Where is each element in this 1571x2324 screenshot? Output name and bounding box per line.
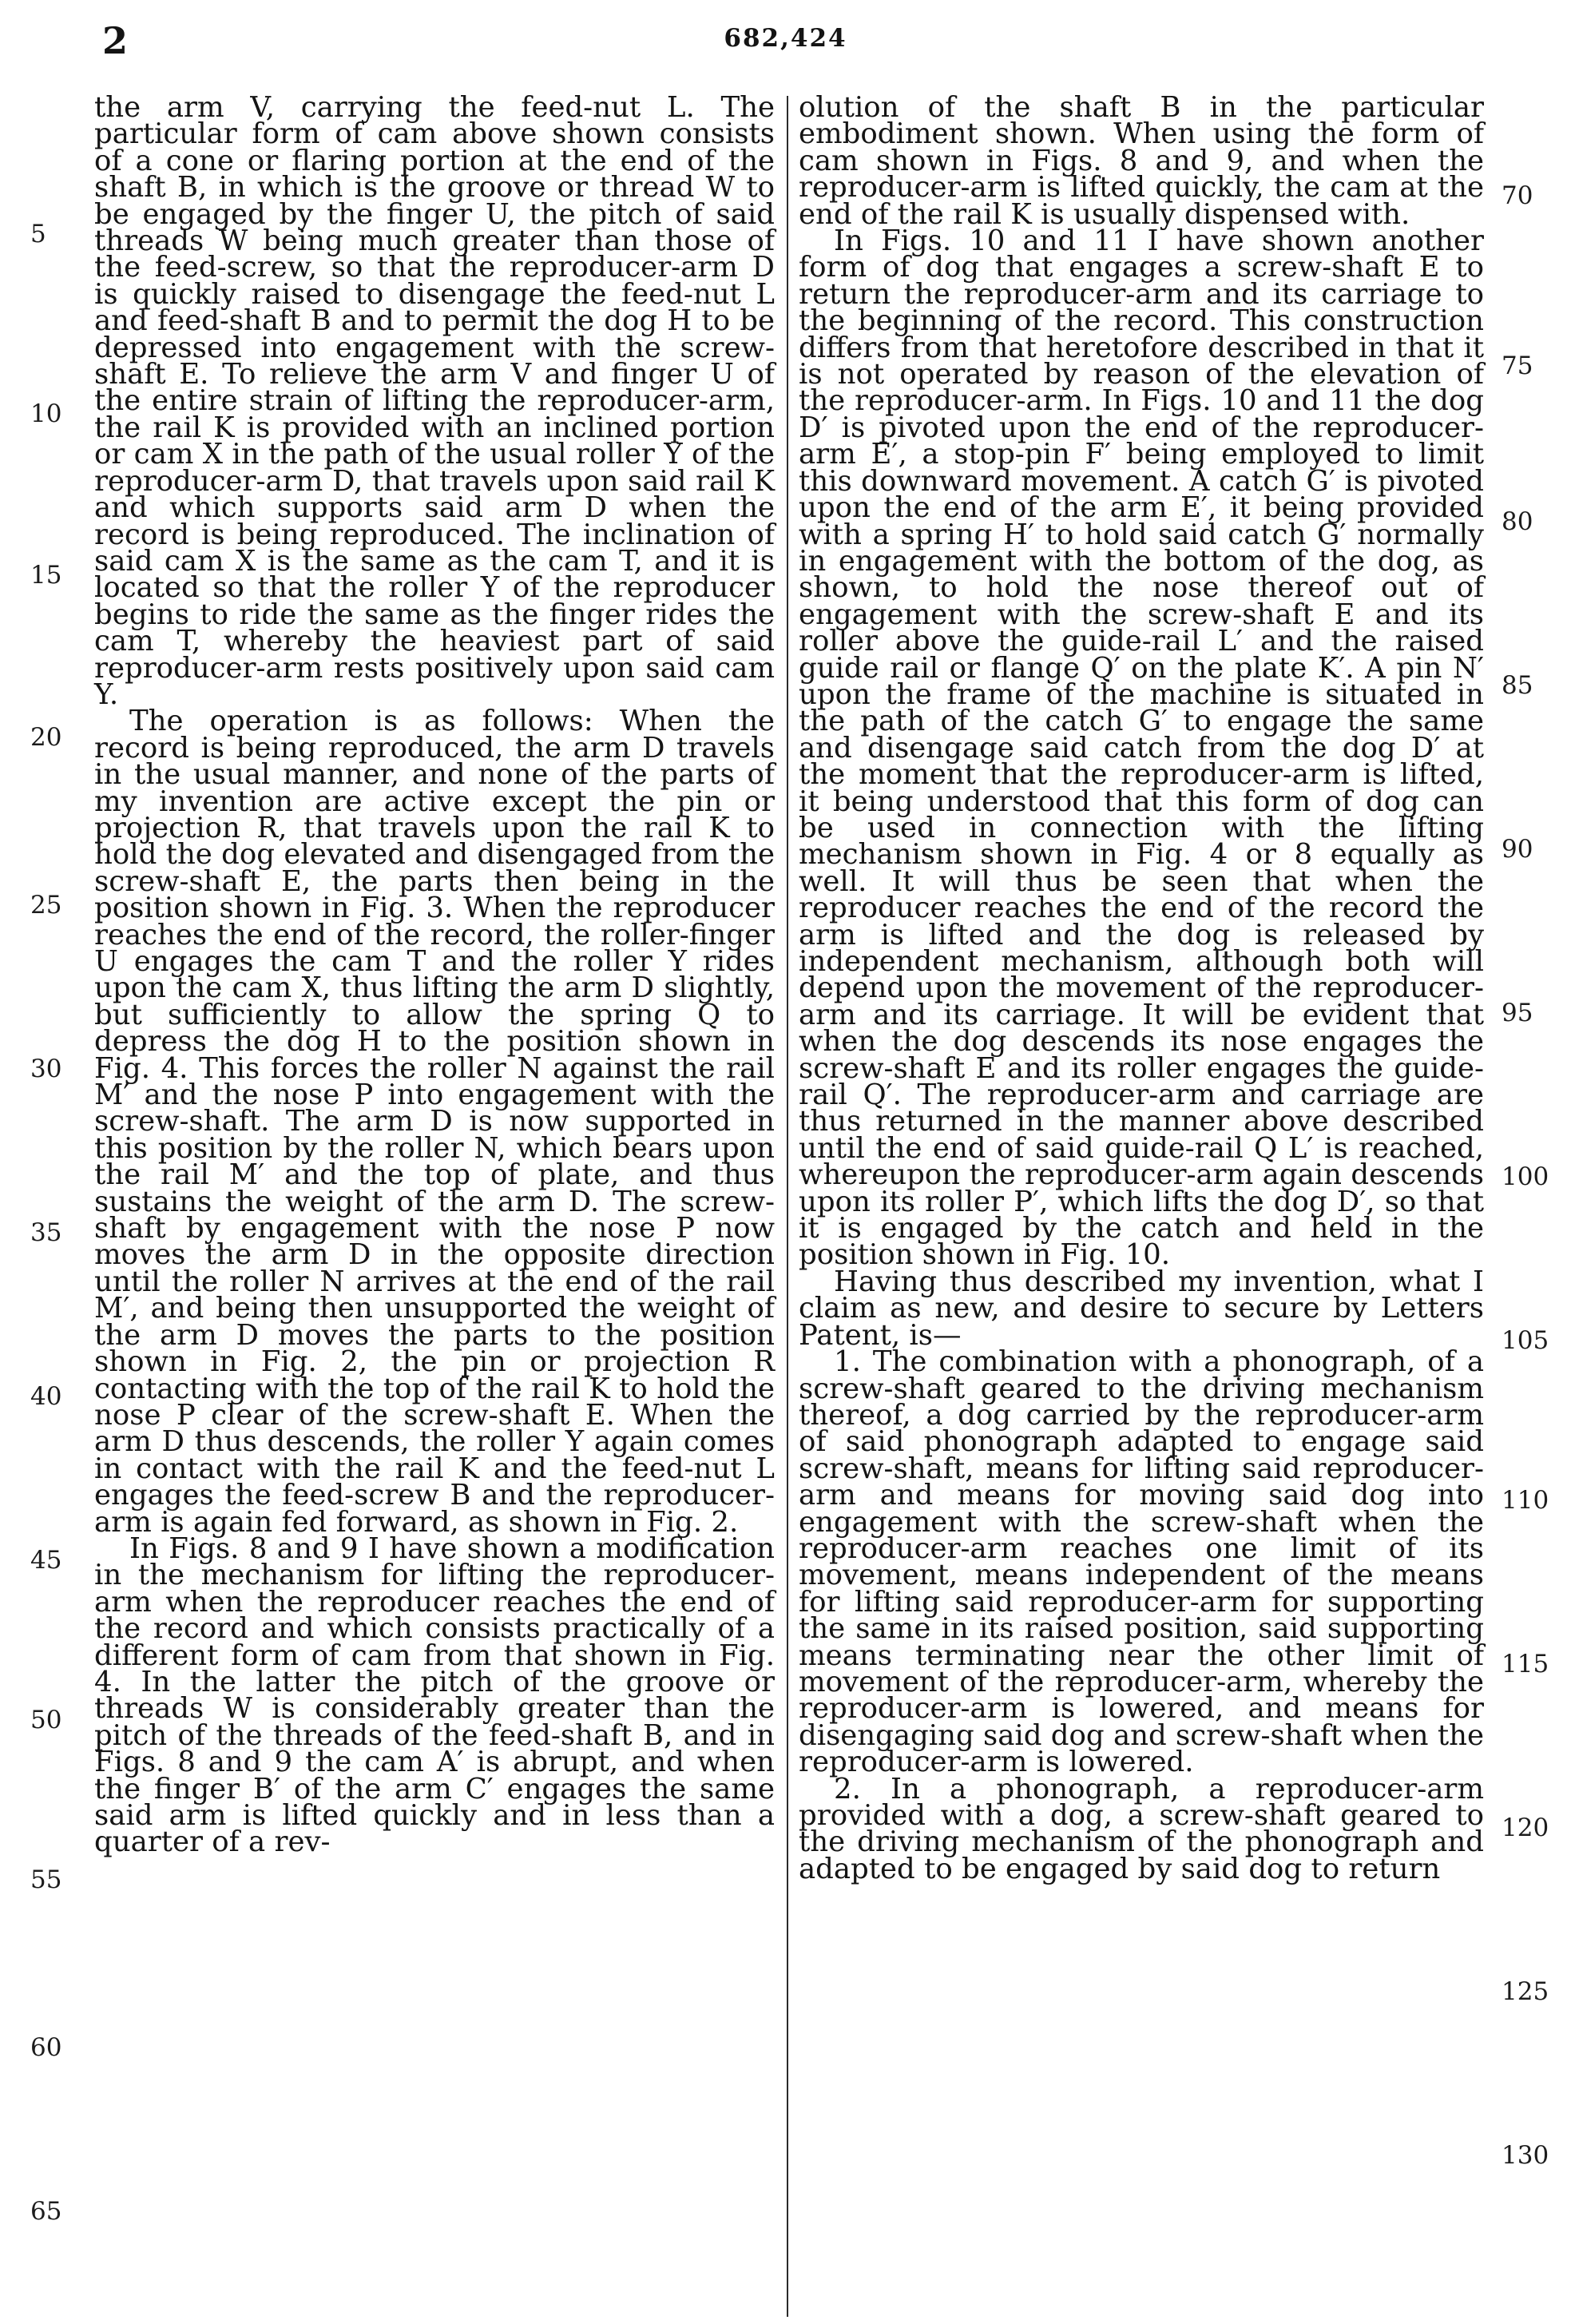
line-number: 105 <box>1502 1326 1549 1355</box>
line-number: 100 <box>1502 1162 1549 1191</box>
page-number: 2 <box>102 19 129 62</box>
line-number: 95 <box>1502 999 1533 1027</box>
line-number: 130 <box>1502 2141 1549 2170</box>
claim-1: 1. The combination with a phonograph, of a screw-shaft geared to the driving mechanism thereof, a dog carried by the reproducer-arm of said phonograph adapted to engage said screw-shaft, means for lifting said reproducer-arm and means for moving said dog into engagement with the screw-shaft when the reproducer-arm reaches one limit of its movement, means independent of the means for lifting said reproducer-arm for supporting the same in its raised position, said supporting means terminating near the other limit of movement of the reproducer-arm, whereby the reproducer-arm is lowered, and means for disengaging said dog and screw-shaft when the reproducer-arm is lowered. <box>799 1345 1484 1779</box>
line-number: 120 <box>1502 1814 1549 1842</box>
claim-2: 2. In a phonograph, a reproducer-arm provided with a dog, a screw-shaft geared to the driving mechanism of the phonograph and adapted to be engaged by said dog to return <box>799 1772 1484 1885</box>
line-number: 125 <box>1502 1977 1549 2006</box>
left-paragraph: In Figs. 8 and 9 I have shown a modification in the mechanism for lifting the reproducer-arm when the reproducer reaches the end of the record and which consists practically of a different form of cam from that shown in Fig. 4. In the latter the pitch of the groove or threads W is considerably greater than the pitch of the threads of the feed-shaft B, and in Figs. 8 and 9 the cam A′ is abrupt, and when the finger B′ of the arm C′ engages the same said arm is lifted quickly and in less than a quarter of a rev- <box>94 1531 775 1859</box>
right-paragraph: Having thus described my invention, what I claim as new, and desire to secure by Letters Patent, is— <box>799 1265 1484 1352</box>
line-number: 30 <box>30 1055 62 1083</box>
line-number: 15 <box>30 561 62 590</box>
line-number: 55 <box>30 1865 62 1894</box>
right-paragraph: olution of the shaft B in the particular embodiment shown. When using the form of cam shown in Figs. 8 and 9, and when the reproducer-arm is lifted quickly, the cam at the end of the rail K is usually dispensed with. <box>799 91 1484 231</box>
line-number: 5 <box>30 220 46 248</box>
line-number: 35 <box>30 1218 62 1247</box>
line-number: 70 <box>1502 181 1533 210</box>
line-number: 40 <box>30 1382 62 1411</box>
left-column <box>94 91 775 1859</box>
column-divider <box>787 96 788 2317</box>
left-paragraph: the arm V, carrying the feed-nut L. The particular form of cam above shown consists of a cone or flaring portion at the end of the shaft B, in which is the groove or thread W to be engaged by the finger U, the pitch of said threads W being much greater than those of the feed-screw, so that the reproducer-arm D is quickly raised to disengage the feed-nut L and feed-shaft B and to permit the dog H to be depressed into engagement with the screw-shaft E. To relieve the arm V and finger U of the entire strain of lifting the reproducer-arm, the rail K is provided with an inclined portion or cam X in the path of the usual roller Y of the reproducer-arm D, that travels upon said rail K and which supports said arm D when the record is being reproduced. The inclination of said cam X is the same as the cam T, and it is located so that the roller Y of the reproducer begins to ride the same as the finger rides the cam T, whereby the heaviest part of said reproducer-arm rests positively upon said cam Y. <box>94 91 775 711</box>
line-number: 10 <box>30 399 62 428</box>
right-paragraph: In Figs. 10 and 11 I have shown another form of dog that engages a screw-shaft E to return the reproducer-arm and its carriage to the beginning of the record. This construction differs from that heretofore described in that it is not operated by reason of the elevation of the reproducer-arm. In Figs. 10 and 11 the dog D′ is pivoted upon the end of the reproducer-arm E′, a stop-pin F′ being employed to limit this downward movement. A catch G′ is pivoted upon the end of the arm E′, it being provided with a spring H′ to hold said catch G′ normally in engagement with the bottom of the dog, as shown, to hold the nose thereof out of engagement with the screw-shaft E and its roller above the guide-rail L′ and the raised guide rail or flange Q′ on the plate K′. A pin N′ upon the frame of the machine is situated in the path of the catch G′ to engage the same and disengage said catch from the dog D′ at the moment that the reproducer-arm is lifted, it being understood that this form of dog can be used in connection with the lifting mechanism shown in Fig. 4 or 8 equally as well. It will thus be seen that when the reproducer reaches the end of the record the arm is lifted and the dog is released by independent mechanism, although both will depend upon the movement of the reproducer-arm and its carriage. It will be evident that when the dog descends its nose engages the screw-shaft E and its roller engages the guide-rail Q′. The reproducer-arm and carriage are thus returned in the manner above described until the end of said guide-rail Q L′ is reached, whereupon the reproducer-arm again descends upon its roller P′, which lifts the dog D′, so that it is engaged by the catch and held in the position shown in Fig. 10. <box>799 224 1484 1272</box>
line-number: 50 <box>30 1706 62 1734</box>
line-number: 60 <box>30 2033 62 2062</box>
line-number: 25 <box>30 891 62 920</box>
page-header <box>0 0 1571 72</box>
line-number: 65 <box>30 2197 62 2226</box>
line-number: 85 <box>1502 671 1533 700</box>
line-number: 90 <box>1502 835 1533 864</box>
patent-number: 682,424 <box>724 24 847 53</box>
line-number: 20 <box>30 723 62 752</box>
line-number: 45 <box>30 1546 62 1575</box>
line-number: 110 <box>1502 1486 1549 1515</box>
right-column <box>799 91 1484 1885</box>
line-number: 75 <box>1502 352 1533 380</box>
line-number: 115 <box>1502 1650 1549 1678</box>
left-paragraph: The operation is as follows: When the record is being reproduced, the arm D travels in the usual manner, and none of the parts of my invention are active except the pin or projection R, that travels upon the rail K to hold the dog elevated and disengaged from the screw-shaft E, the parts then being in the position shown in Fig. 3. When the reproducer reaches the end of the record, the roller-finger U engages the cam T and the roller Y rides upon the cam X, thus lifting the arm D slightly, but sufficiently to allow the spring Q to depress the dog H to the position shown in Fig. 4. This forces the roller N against the rail M′ and the nose P into engagement with the screw-shaft. The arm D is now supported in this position by the roller N, which bears upon the rail M′ and the top of plate, and thus sustains the weight of the arm D. The screw-shaft by engagement with the nose P now moves the arm D in the opposite direction until the roller N arrives at the end of the rail M′, and being then unsupported the weight of the arm D moves the parts to the position shown in Fig. 2, the pin or projection R contacting with the top of the rail K to hold the nose P clear of the screw-shaft E. When the arm D thus descends, the roller Y again comes in contact with the rail K and the feed-nut L engages the feed-screw B and the reproducer-arm is again fed forward, as shown in Fig. 2. <box>94 705 775 1539</box>
line-number: 80 <box>1502 507 1533 536</box>
